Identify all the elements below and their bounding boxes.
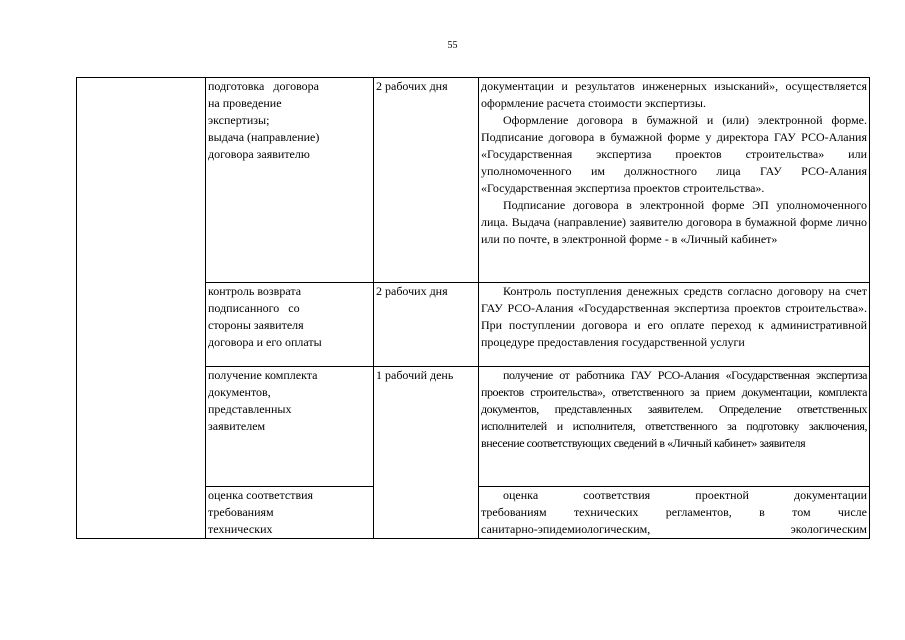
table-cell-step: [206, 283, 374, 367]
step-line: выдача (направление): [208, 130, 320, 144]
table-cell-description: [479, 367, 870, 487]
table-cell-description: [479, 487, 870, 539]
step-line: документов,: [208, 385, 271, 399]
step-line: экспертизы;: [208, 113, 270, 127]
step-line: на проведение: [208, 96, 282, 110]
table-cell-step: [206, 78, 374, 283]
description-line: требованиям технических регламентов, в том числе: [481, 505, 867, 519]
step-line: контроль возврата: [208, 284, 302, 298]
step-line: представленных: [208, 402, 292, 416]
step-line: оценка соответствия: [208, 488, 314, 502]
table-cell-description: [479, 283, 870, 367]
step-line: подготовка договора: [208, 79, 320, 93]
step-line: заявителем: [208, 419, 266, 433]
procedure-table: [76, 77, 870, 539]
table-cell-term: 2 рабочих дня: [374, 78, 479, 283]
description-line: санитарно-эпидемиологическим, экологическим: [481, 522, 867, 536]
table-cell-blank: [77, 78, 206, 539]
table-cell-step: [206, 367, 374, 487]
table-cell-step: [206, 487, 374, 539]
table-cell-term: 2 рабочих дня: [374, 283, 479, 367]
table-cell-term: 1 рабочий день: [374, 367, 479, 539]
description-paragraph: Контроль поступления денежных средств согласно договору на счет ГАУ РСО-Алания «Государственная экспертиза проектов строительства». При поступлении договора и его оплате переход к административной процедуре предоставления государственной услуги: [481, 284, 867, 349]
step-line: технических: [208, 522, 273, 536]
step-line: подписанного со: [208, 301, 300, 315]
description-paragraph: Оформление договора в бумажной и (или) электронной форме. Подписание договора в бумажной форме у директора ГАУ РСО-Алания «Государственная экспертиза проектов строительства» или уполномоченного им должностного лица ГАУ РСО-Алания «Государственная экспертиза проектов строительства».: [481, 113, 867, 195]
description-paragraph: получение от работника ГАУ РСО-Алания «Государственная экспертиза проектов строительства», ответственного за прием документации, комплекта документов, представленных заявителем. Определение ответственных исполнителей и исполнителя, ответственного за подготовку заключения, внесение соответствующих сведений в «Личный кабинет» заявителя: [481, 368, 867, 450]
description-paragraph: Подписание договора в электронной форме ЭП уполномоченного лица. Выдача (направление) заявителю договора в бумажной форме лично или по почте, в электронной форме - в «Личный кабинет»: [481, 198, 867, 246]
step-line: договора заявителю: [208, 147, 310, 161]
description-line: оценка соответствия проектной документации: [503, 488, 867, 502]
table-row: [77, 78, 870, 283]
step-line: договора и его оплаты: [208, 335, 322, 349]
page-number: 55: [447, 40, 458, 51]
step-line: стороны заявителя: [208, 318, 304, 332]
step-line: получение комплекта: [208, 368, 318, 382]
table-cell-description: [479, 78, 870, 283]
step-line: требованиям: [208, 505, 274, 519]
description-paragraph: документации и результатов инженерных изысканий», осуществляется оформление расчета стоимости экспертизы.: [481, 79, 867, 110]
